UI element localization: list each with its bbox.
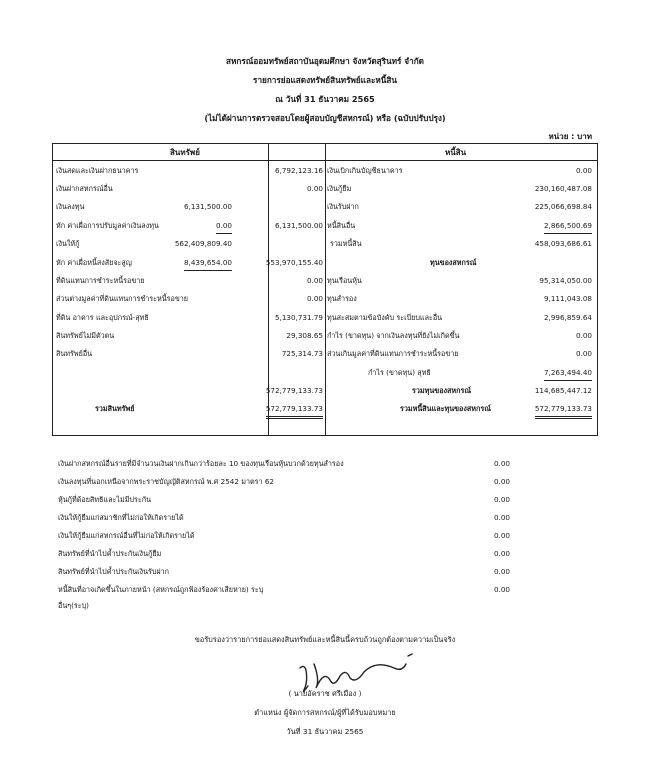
- statement-row: [0, 329, 650, 343]
- note-value: 0.00: [493, 459, 510, 468]
- statement-row: [0, 182, 650, 196]
- note-label: สินทรัพย์ที่นำไปค้ำประกันเงินรับฝาก: [58, 567, 170, 576]
- statement-row: [0, 402, 650, 416]
- asset-amount: 29,308.65: [286, 331, 323, 340]
- asset-label: เงินสดและเงินฝากธนาคาร: [56, 166, 139, 175]
- statement-row: [0, 384, 650, 398]
- note-value: 0.00: [493, 495, 510, 504]
- liabilities-heading: หนี้สิน: [445, 148, 467, 157]
- note-value: 0.00: [493, 585, 510, 594]
- equity-heading: ทุนของสหกรณ์: [430, 258, 477, 267]
- note-value: 0.00: [493, 477, 510, 486]
- grand-total-label: รวมหนี้สินและทุนของสหกรณ์: [400, 404, 491, 413]
- assets-total: 572,779,133.73: [266, 402, 323, 419]
- note-label: หุ้นกู้ที่ด้อยสิทธิและไม่มีประกัน: [58, 495, 151, 504]
- grand-total-amount: 572,779,133.73: [535, 402, 592, 419]
- asset-label: ที่ดิน อาคาร และอุปกรณ์-สุทธิ: [56, 313, 149, 322]
- document-title: รายการย่อแสดงทรัพย์สินทรัพย์และหนี้สิน: [253, 75, 397, 85]
- note-value: 0.00: [493, 531, 510, 540]
- statement-row: [0, 292, 650, 306]
- equity-amount: 0.00: [575, 349, 592, 358]
- equity-total-label: รวมทุนของสหกรณ์: [412, 386, 472, 395]
- asset-amount: 6,792,123.16: [274, 166, 323, 175]
- asset-amount: 5,130,731.79: [274, 313, 323, 322]
- note-value: 0.00: [493, 513, 510, 522]
- equity-total: 114,685,447.12: [534, 386, 592, 395]
- note-value: 0.00: [493, 567, 510, 576]
- asset-label: เงินฝากสหกรณ์อื่น: [56, 184, 113, 193]
- signatory-name: ( นายอัคราช ศรีเมือง ): [288, 689, 362, 698]
- equity-label: ทุนเรือนหุ้น: [327, 276, 362, 285]
- asset-amount: 0.00: [306, 184, 323, 193]
- asset-sub-amount: 6,131,500.00: [183, 202, 232, 211]
- equity-label: ส่วนเกินมูลค่าที่ดินแทนการชำระหนี้รอขาย: [327, 349, 459, 358]
- asset-sub-amount: 8,439,654.00: [184, 256, 232, 271]
- statement-row: [0, 311, 650, 325]
- asset-amount: 0.00: [306, 294, 323, 303]
- signatory-position: ตำแหน่ง ผู้จัดการสหกรณ์/ผู้ที่ได้รับมอบหมาย: [254, 708, 396, 717]
- note-label: เงินฝากสหกรณ์อื่นรายที่มีจำนวนเงินฝากเกินกว่าร้อยละ 10 ของทุนเรือนหุ้นบวกด้วยทุนสำรอง: [58, 459, 344, 468]
- equity-label: ทุนสำรอง: [327, 294, 357, 303]
- statement-row: [0, 366, 650, 380]
- asset-amount: 0.00: [306, 276, 323, 285]
- equity-amount: 95,314,050.00: [539, 276, 592, 285]
- unit-label: หน่วย : บาท: [548, 132, 592, 141]
- note-label: เงินให้กู้ยืมแก่สมาชิกที่ไม่ก่อให้เกิดรายได้: [58, 513, 184, 522]
- liability-label: หนี้สินอื่น: [327, 221, 356, 230]
- equity-amount: 7,263,494.40: [544, 366, 592, 381]
- liability-label: เงินกู้ยืม: [327, 184, 352, 193]
- asset-sub-amount: 0.00: [216, 219, 232, 234]
- assets-heading: สินทรัพย์: [170, 148, 200, 157]
- org-name: สหกรณ์ออมทรัพย์สถาบันอุดมศึกษา จังหวัดสุรินทร์ จำกัด: [226, 56, 424, 66]
- assets-total-label: รวมสินทรัพย์: [95, 404, 135, 413]
- liabilities-total-label: รวมหนี้สิน: [330, 239, 362, 248]
- statement-row: [0, 256, 650, 270]
- note-item: [58, 546, 598, 561]
- note-label: อื่นๆ(ระบุ): [58, 601, 89, 610]
- audit-note: (ไม่ได้ผ่านการตรวจสอบโดยผู้สอบบัญชีสหกรณ์) หรือ (ฉบับปรับปรุง): [204, 113, 446, 123]
- asset-label: เงินลงทุน: [56, 202, 85, 211]
- statement-row: [0, 219, 650, 233]
- statement-row: [0, 164, 650, 178]
- statement-row: [0, 237, 650, 251]
- note-item: [58, 528, 598, 543]
- note-label: เงินให้กู้ยืมแก่สหกรณ์อื่นที่ไม่ก่อให้เกิดรายได้: [58, 531, 195, 540]
- asset-sub-amount: 562,409,809.40: [174, 239, 232, 248]
- note-item: [58, 492, 598, 507]
- document-date: ณ วันที่ 31 ธันวาคม 2565: [275, 94, 375, 104]
- liability-amount: 225,066,698.84: [534, 202, 592, 211]
- asset-label: ส่วนต่างมูลค่าที่ดินแทนการชำระหนี้รอขาย: [56, 294, 189, 303]
- liability-amount: 230,160,487.08: [534, 184, 592, 193]
- liability-label: เงินเบิกเกินบัญชีธนาคาร: [327, 166, 403, 175]
- equity-label: ทุนสะสมตามข้อบังคับ ระเบียบและอื่น: [327, 313, 443, 322]
- assets-subtotal: 572,779,133.73: [265, 386, 323, 395]
- asset-label: หัก ค่าเผื่อหนี้สงสัยจะสูญ: [56, 258, 132, 267]
- liability-label: เงินรับฝาก: [327, 202, 359, 211]
- asset-label: หัก ค่าเผื่อการปรับมูลค่าเงินลงทุน: [56, 221, 159, 230]
- equity-amount: 0.00: [575, 331, 592, 340]
- note-item: [58, 582, 598, 597]
- note-item: [58, 510, 598, 525]
- statement-row: [0, 274, 650, 288]
- statement-row: [0, 200, 650, 214]
- signature-date: วันที่ 31 ธันวาคม 2565: [286, 727, 364, 736]
- asset-label: สินทรัพย์อื่น: [56, 349, 93, 358]
- asset-amount: 553,970,155.40: [265, 258, 323, 267]
- statement-row: [0, 347, 650, 361]
- asset-label: ที่ดินแทนการชำระหนี้รอขาย: [56, 276, 145, 285]
- note-label: หนี้สินที่อาจเกิดขึ้นในภายหน้า (สหกรณ์ถูกฟ้องร้องค่าเสียหาย) ระบุ: [58, 585, 264, 594]
- note-item: [58, 456, 598, 471]
- note-label: เงินลงทุนที่นอกเหนือจากพระราชบัญญัติสหกรณ์ พ.ศ 2542 มาตรา 62: [58, 477, 275, 486]
- certification-text: ขอรับรองว่ารายการย่อแสดงสินทรัพย์และหนี้สินนี้ครบถ้วนถูกต้องตามความเป็นจริง: [194, 635, 456, 644]
- note-item: [58, 474, 598, 489]
- asset-label: สินทรัพย์ไม่มีตัวตน: [56, 331, 115, 340]
- note-value: 0.00: [493, 549, 510, 558]
- equity-amount: 9,111,043.08: [543, 294, 592, 303]
- asset-label: เงินให้กู้: [56, 239, 80, 248]
- equity-label: กำไร (ขาดทุน) สุทธิ: [368, 368, 431, 377]
- liabilities-total: 458,093,686.61: [534, 239, 592, 248]
- asset-amount: 725,314.73: [281, 349, 323, 358]
- equity-amount: 2,996,859.64: [543, 313, 592, 322]
- note-label: สินทรัพย์ที่นำไปค้ำประกันเงินกู้ยืม: [58, 549, 162, 558]
- note-item: [58, 564, 598, 579]
- equity-label: กำไร (ขาดทุน) จากเงินลงทุนที่ยังไม่เกิดขึ้น: [327, 331, 460, 340]
- liability-amount: 0.00: [575, 166, 592, 175]
- asset-amount: 6,131,500.00: [274, 221, 323, 230]
- liability-amount: 2,866,500.69: [544, 219, 592, 234]
- note-item: [58, 598, 598, 613]
